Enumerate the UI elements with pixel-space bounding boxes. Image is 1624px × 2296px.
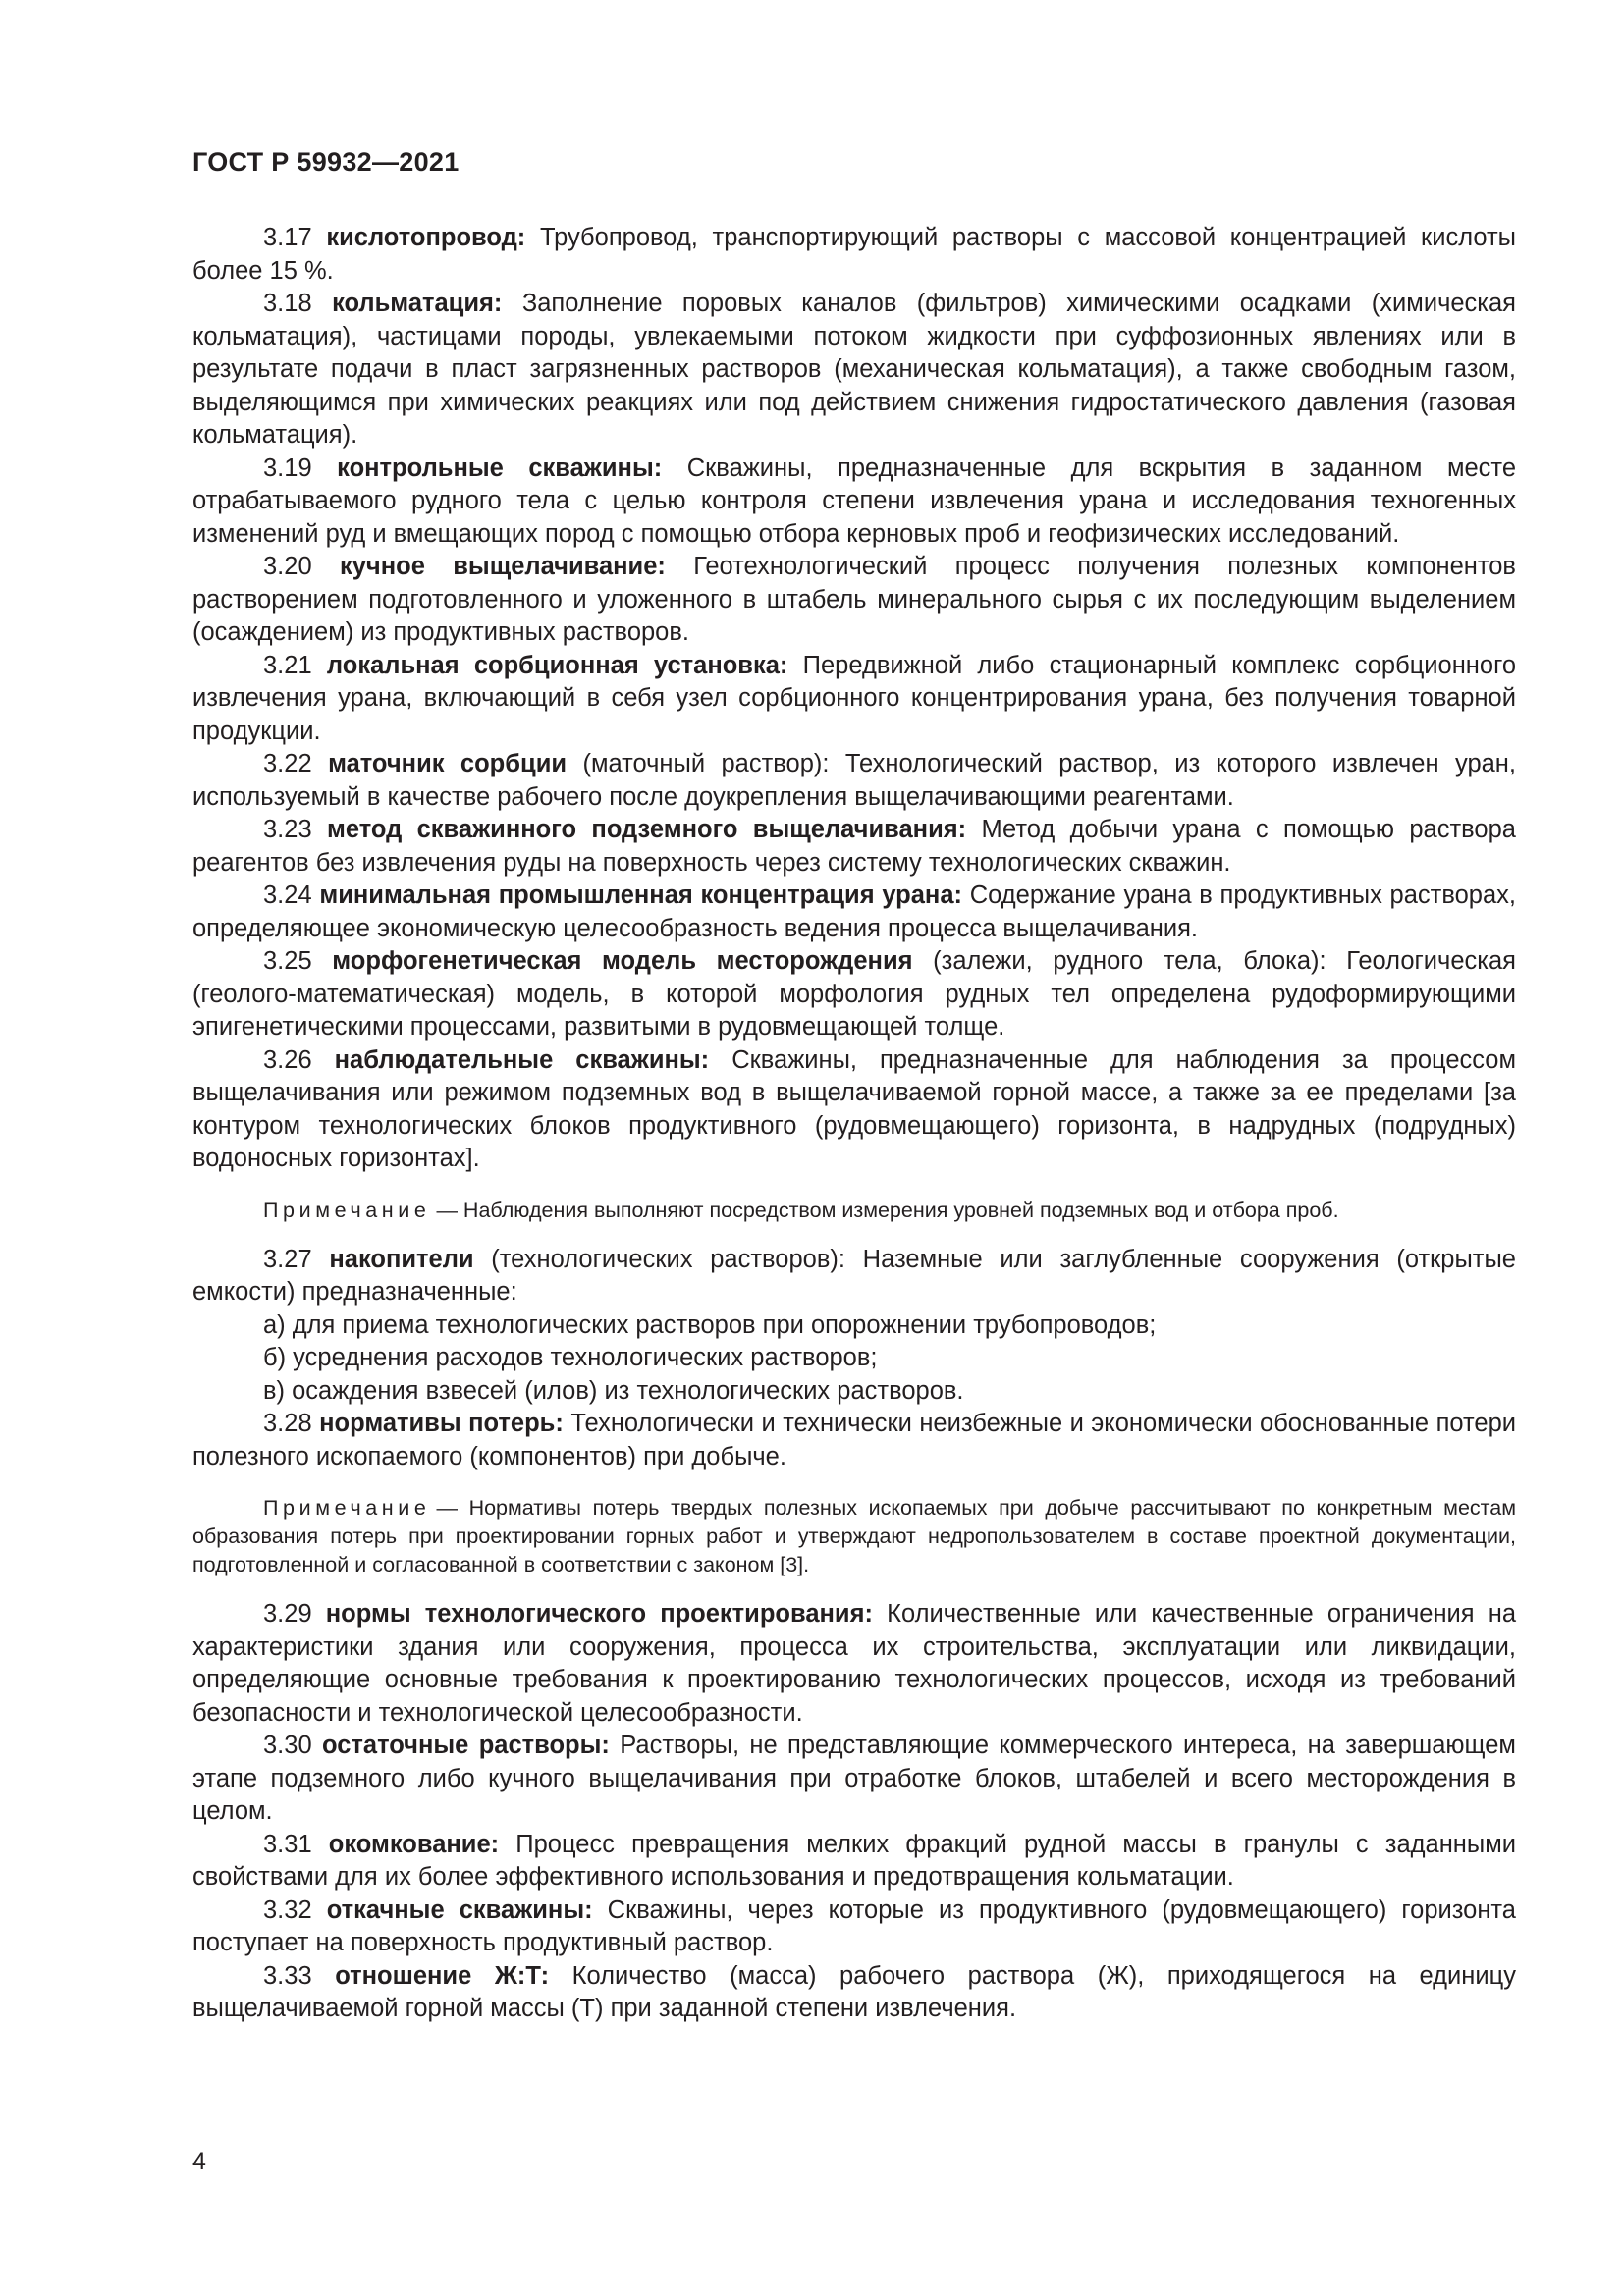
list-item: в) осаждения взвесей (илов) из технологических растворов. [263,1376,964,1405]
term-name: локальная сорбционная установка: [326,651,788,679]
term-number: 3.30 [263,1732,312,1759]
term-name: метод скважинного подземного выщелачивания: [326,816,967,843]
term-definition: Растворы, не представляющие коммерческого интереса, на завершающем этапе подземного либо кучного выщелачивания при отработке блоков, штабелей и всего месторождения в целом. [192,1732,1516,1825]
term-definition: (маточный раствор): Технологический раствор, из которого извлечен уран, используемый в качестве рабочего после доукрепления выщелачивающими реагентами. [192,750,1516,811]
term-number: 3.32 [263,1896,312,1924]
term-number: 3.20 [263,553,312,580]
term-number: 3.19 [263,454,312,482]
term-entry-3-18 [192,288,1516,453]
term-definition: Содержание урана в продуктивных растворах, определяющее экономическую целесообразность ведения процесса выщелачивания. [192,881,1516,942]
term-definition: Скважины, через которые из продуктивного (рудовмещающего) горизонта поступает на поверхность продуктивный раствор. [192,1896,1516,1956]
term-number: 3.22 [263,750,312,777]
term-name: кольматация: [332,290,503,317]
term-name: наблюдательные скважины: [334,1045,710,1074]
term-number: 3.27 [263,1245,312,1273]
term-name: маточник сорбции [328,750,568,777]
note-label: Примечание [263,1198,431,1222]
note-text: — Нормативы потерь твердых полезных ископаемых при добыче рассчитывают по конкретным местам образования потерь при проектировании горных работ и утверждают недропользователем в составе проектной документации, подготовленной и согласованной в соответствии с законом [3]. [192,1496,1516,1576]
term-definition: Заполнение поровых каналов (фильтров) химическими осадками (химическая кольматация), частицами породы, увлекаемыми потоком жидкости при суффозионных явлениях или в результате подачи в пласт загрязненных растворов (механическая кольматация), а также свободным газом, выделяющимся при химических реакциях или под действием снижения гидростатического давления (газовая кольматация). [192,290,1516,449]
term-definition: Количество (масса) рабочего раствора (Ж), приходящегося на единицу выщелачиваемой горной массы (Т) при заданной степени извлечения. [192,1961,1516,2022]
term-name: накопители [329,1245,474,1273]
term-definition: Скважины, предназначенные для вскрытия в заданном месте отрабатываемого рудного тела с целью контроля степени извлечения урана и исследования техногенных изменений руд и вмещающих пород с помощью отбора керновых проб и геофизических исследований. [192,454,1516,548]
term-definition: Скважины, предназначенные для наблюдения за процессом выщелачивания или режимом подземных вод в выщелачиваемой горной массе, а также за ее пределами [за контуром технологических блоков продуктивного (рудовмещающего) горизонта, в надрудных (подрудных) водоносных горизонтах]. [192,1045,1517,1172]
term-entry-3-28 [192,1408,1516,1473]
term-definition: (залежи, рудного тела, блока): Геологическая (геолого-математическая) модель, в которой морфология рудных тел определена рудоформирующими эпигенетическими процессами, развитыми в рудовмещающей толще. [192,947,1516,1041]
term-entry-3-22 [192,748,1516,814]
term-definition: Метод добычи урана с помощью раствора реагентов без извлечения руды на поверхность через систему технологических скважин. [192,816,1516,877]
list-item: б) усреднения расходов технологических растворов; [263,1344,878,1371]
term-number: 3.28 [263,1410,312,1437]
term-definition: Передвижной либо стационарный комплекс сорбционного извлечения урана, включающий в себя узел сорбционного концентрирования урана, без получения товарной продукции. [192,651,1516,745]
term-entry-3-21 [192,650,1516,749]
term-definition: Геотехнологический процесс получения полезных компонентов растворением подготовленного и уложенного в штабель минерального сырья с их последующим выделением (осаждением) из продуктивных растворов. [192,553,1516,646]
term-entry-3-23 [192,814,1516,880]
term-name: откачные скважины: [326,1896,593,1924]
term-entry-3-29 [192,1598,1516,1730]
term-name: нормы технологического проектирования: [325,1600,873,1628]
term-definition: Количественные или качественные ограничения на характеристики здания или сооружения, процесса их строительства, эксплуатации или ликвидации, определяющие основные требования к проектированию технологических процессов, исходя из требований безопасности и технологической целесообразности. [192,1600,1517,1727]
term-definition: Процесс превращения мелких фракций рудной массы в гранулы с заданными свойствами для их более эффективного использования и предотвращения кольматации. [192,1830,1516,1891]
term-name: нормативы потерь: [319,1410,564,1437]
term-number: 3.33 [263,1961,312,1990]
term-entry-3-26 [192,1044,1516,1176]
term-name: окомкование: [328,1830,500,1858]
term-name: отношение Ж:Т: [335,1961,550,1990]
note-observation [192,1197,1516,1225]
note-text: — Наблюдения выполняют посредством измерения уровней подземных вод и отбора проб. [436,1198,1339,1222]
term-number: 3.21 [263,651,312,679]
term-name: кислотопровод: [326,224,526,251]
term-entry-3-17 [192,222,1516,288]
document-header: ГОСТ Р 59932—2021 [192,147,460,177]
term-definition: (технологических растворов): Наземные или заглубленные сооружения (открытые емкости) предназначенные: [192,1245,1516,1306]
term-number: 3.17 [263,224,312,251]
term-entry-3-32 [192,1895,1516,1960]
term-name: минимальная промышленная концентрация урана: [319,881,963,909]
document-body [192,222,1516,2026]
term-name: контрольные скважины: [337,454,663,482]
page-number: 4 [192,2148,206,2175]
term-entry-3-27 [192,1244,1516,1309]
term-number: 3.18 [263,290,312,317]
term-number: 3.25 [263,947,312,975]
term-name: остаточные растворы: [322,1732,610,1759]
term-number: 3.31 [263,1830,312,1858]
term-entry-3-33 [192,1960,1516,2026]
list-item: а) для приема технологических растворов при опорожнении трубопроводов; [263,1310,1157,1339]
term-entry-3-30 [192,1730,1516,1829]
term-name: морфогенетическая модель месторождения [332,947,913,975]
term-entry-3-20 [192,551,1516,650]
term-name: кучное выщелачивание: [339,553,666,580]
term-number: 3.29 [263,1600,312,1628]
term-number: 3.24 [263,881,312,909]
term-entry-3-24 [192,880,1516,945]
term-definition: Трубопровод, транспортирующий растворы с массовой концентрацией кислоты более 15 %. [192,224,1516,285]
term-definition: Технологически и технически неизбежные и экономически обоснованные потери полезного ископаемого (компонентов) при добыче. [192,1410,1516,1470]
term-number: 3.26 [263,1045,312,1074]
term-entry-3-31 [192,1829,1516,1895]
note-loss-standards [192,1494,1516,1579]
term-number: 3.23 [263,816,312,843]
term-entry-3-25 [192,945,1516,1044]
note-label: Примечание [263,1496,431,1520]
term-entry-3-19 [192,453,1516,552]
